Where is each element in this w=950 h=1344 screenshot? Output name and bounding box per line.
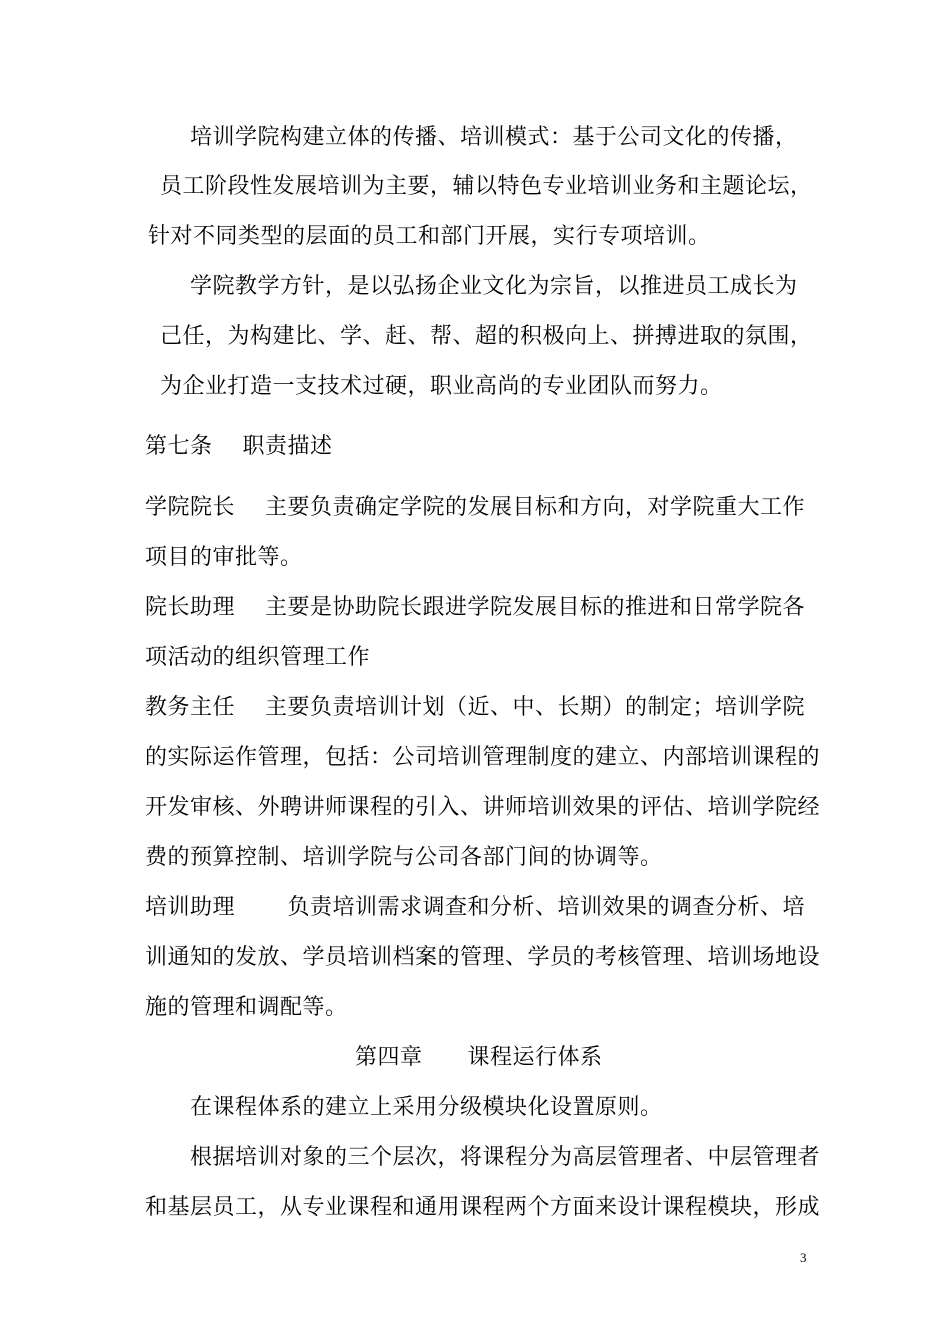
chapter-heading: 第四章 课程运行体系 [355, 1045, 603, 1070]
role-description-line: 学院院长 主要负责确定学院的发展目标和方向，对学院重大工作 [145, 495, 805, 520]
section-heading: 第七条 职责描述 [145, 434, 333, 459]
paragraph-line: 员工阶段性发展培训为主要，辅以特色专业培训业务和主题论坛， [160, 174, 813, 199]
paragraph-line: 针对不同类型的层面的员工和部门开展，实行专项培训。 [148, 224, 711, 249]
paragraph-line: 和基层员工，从专业课程和通用课程两个方面来设计课程模块，形成 [145, 1195, 821, 1220]
page-number: 3 [800, 1250, 807, 1265]
role-description-line: 培训助理 负责培训需求调查和分析、培训效果的调查分析、培 [145, 895, 805, 920]
role-description-line: 教务主任 主要负责培训计划（近、中、长期）的制定；培训学院 [145, 695, 805, 720]
paragraph-line: 培训学院构建立体的传播、培训模式：基于公司文化的传播， [190, 125, 798, 150]
role-description-line: 项活动的组织管理工作 [145, 645, 371, 670]
paragraph-line: 根据培训对象的三个层次，将课程分为高层管理者、中层管理者 [190, 1145, 821, 1170]
paragraph-line: 为企业打造一支技术过硬，职业高尚的专业团队而努力。 [160, 374, 723, 399]
paragraph-line: 学院教学方针，是以弘扬企业文化为宗旨，以推进员工成长为 [190, 274, 798, 299]
role-description-line: 施的管理和调配等。 [145, 995, 348, 1020]
role-description-line: 训通知的发放、学员培训档案的管理、学员的考核管理、培训场地设 [145, 945, 821, 970]
paragraph-line: 在课程体系的建立上采用分级模块化设置原则。 [190, 1095, 663, 1120]
paragraph-line: 己任，为构建比、学、赶、帮、超的积极向上、拼搏进取的氛围， [160, 324, 813, 349]
role-description-line: 的实际运作管理，包括：公司培训管理制度的建立、内部培训课程的 [145, 745, 821, 770]
role-description-line: 费的预算控制、培训学院与公司各部门间的协调等。 [145, 845, 663, 870]
role-description-line: 院长助理 主要是协助院长跟进学院发展目标的推进和日常学院各 [145, 595, 805, 620]
role-description-line: 项目的审批等。 [145, 545, 303, 570]
role-description-line: 开发审核、外聘讲师课程的引入、讲师培训效果的评估、培训学院经 [145, 795, 821, 820]
